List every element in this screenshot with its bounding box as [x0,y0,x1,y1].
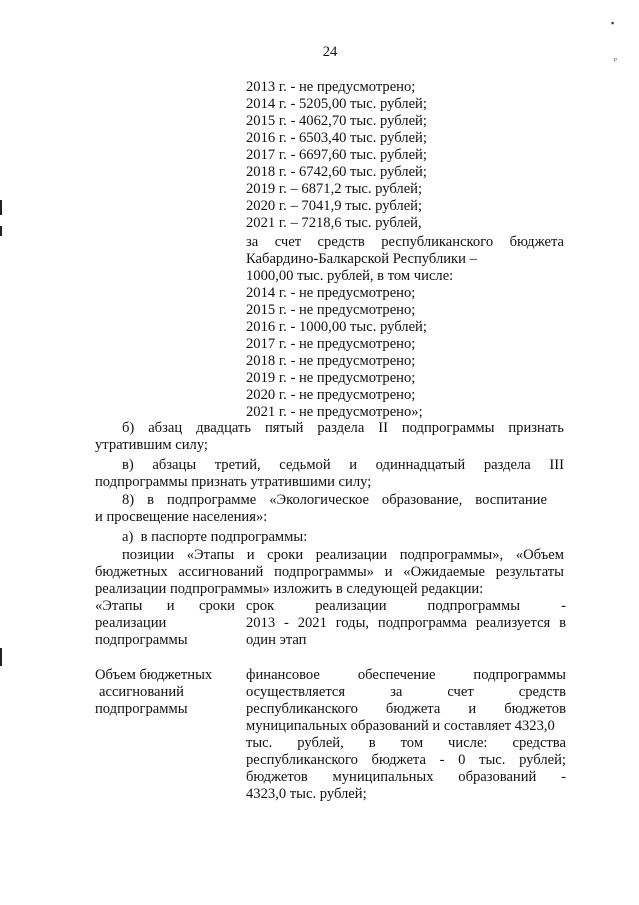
republic-year-line: 2016 г. - 1000,00 тыс. рублей; [246,319,427,335]
word: бюджета [385,701,441,717]
word: подпрограммы [427,598,521,614]
word: за [246,234,259,250]
word: подпрограммы», [399,547,504,563]
financing-year-line: 2017 г. - 6697,60 тыс. рублей; [246,147,427,163]
word: в [559,615,566,631]
republic-budget-line [246,234,564,251]
table-row1-value [246,615,566,632]
word: бюджета [509,234,564,250]
financing-year-line: 2020 г. – 7041,9 тыс. рублей; [246,198,423,214]
word: реализации [315,598,387,614]
table-row2-label: подпрограммы [95,701,188,717]
word: «Этапы [186,547,235,563]
table-row2-value-line [246,701,566,718]
word: в [368,735,376,751]
word: финансовое [246,667,320,683]
table-row2-value-line [246,786,367,803]
word: позиции [122,547,175,563]
word: седьмой [279,457,331,473]
word: III [549,457,564,473]
word: 2013 [246,615,276,631]
republic-year-line: 2014 г. - не предусмотрено; [246,285,416,301]
table-row2-value-line [246,769,566,786]
word: подпрограмма [377,615,468,631]
word: абзацы [152,457,197,473]
word: тыс. [479,752,506,768]
table-row2-label: Объем бюджетных [95,667,213,683]
page-number: 24 [322,44,338,60]
republic-budget-line: 1000,00 тыс. рублей, в том числе: [246,268,454,284]
republic-year-line: 2019 г. - не предусмотрено; [246,370,416,386]
table-row2-value-line [246,684,566,701]
word: - [561,598,566,614]
positions-line: реализации подпрограммы» изложить в следующей редакции: [95,581,484,597]
table-row1-label: подпрограммы [95,632,188,648]
item-v-line [122,457,564,474]
financing-year-line: 2019 г. – 6871,2 тыс. рублей; [246,181,423,197]
word: и [349,457,358,473]
scan-mark [0,226,2,236]
word: абзац [148,420,183,436]
table-row1-label [95,598,235,615]
republic-budget-line: Кабардино-Балкарской Республики – [246,251,477,267]
word: воспитание [475,492,547,508]
word: счет [274,234,302,250]
word: «Ожидаемые [403,564,485,580]
word: ассигнований [178,564,264,580]
word: «Объем [515,547,564,563]
scan-mark: ▪ [611,18,615,28]
word: подпрограммы [401,420,495,436]
word: республиканского [381,234,494,250]
word: двадцать [196,420,252,436]
word: «Экологическое [269,492,369,508]
word: б) [122,420,135,436]
word: и [468,701,477,717]
word: реализации [315,547,388,563]
word: II [378,420,388,436]
word: 2021 [297,615,327,631]
word: бюджетов [504,701,566,717]
item-b-line: утратившим силу; [95,437,208,453]
word: сроки [199,598,235,614]
word: рублей; [519,752,566,768]
word: «Этапы [95,598,143,614]
word: и [246,547,255,563]
item-v-line: подпрограммы признать утратившими силу; [95,474,372,490]
financing-year-line: 2021 г. – 7218,6 тыс. рублей, [246,215,422,231]
table-row2-label: ассигнований [99,684,184,700]
word: осуществляется [246,684,346,700]
word: том [400,735,424,751]
word: - [439,752,445,768]
word: реализуется [475,615,551,631]
table-row2-value-line [246,735,566,752]
word: бюджетных [95,564,168,580]
word: и [384,564,393,580]
word: республиканского [246,752,358,768]
word: 0 [458,752,466,768]
financing-year-line: 2018 г. - 6742,60 тыс. рублей; [246,164,427,180]
word: подпрограммы [473,667,566,683]
word: и [166,598,175,614]
word: раздела [483,457,531,473]
word: в) [122,457,134,473]
table-row2-value-line [246,718,566,735]
positions-line [95,564,564,581]
republic-year-line: 2021 г. - не предусмотрено»; [246,404,423,420]
financing-year-line: 2013 г. - не предусмотрено; [246,79,416,95]
word: подпрограмме [167,492,257,508]
republic-year-line: 2018 г. - не предусмотрено; [246,353,416,369]
word: раздела [317,420,365,436]
word: рублей, [297,735,344,751]
word: в [147,492,155,508]
financing-year-line: 2014 г. - 5205,00 тыс. рублей; [246,96,427,112]
word: тыс. [246,735,273,751]
word: годы, [335,615,370,631]
word: бюджетов [246,769,308,785]
word: средства [512,735,566,751]
table-row1-value [246,598,566,615]
word: муниципальных [332,769,434,785]
item-b-line [122,420,564,437]
word: 4323,0 тыс. рублей; [246,786,367,802]
scan-mark [0,200,2,215]
item-a-line: а) в паспорте подпрограммы: [122,529,308,545]
financing-year-line: 2015 г. - 4062,70 тыс. рублей; [246,113,427,129]
positions-line [122,547,564,564]
word: образований [458,769,537,785]
word: республиканского [246,701,358,717]
financing-year-line: 2016 г. - 6503,40 тыс. рублей; [246,130,427,146]
word: муниципальных образований и составляет 4323,0 [246,718,555,734]
word: третий, [214,457,261,473]
republic-year-line: 2017 г. - не предусмотрено; [246,336,416,352]
word: - [561,769,566,785]
word: средств [518,684,566,700]
word: подпрограммы» [274,564,374,580]
word: - [284,615,289,631]
item-8-line [122,492,547,509]
word: сроки [267,547,304,563]
republic-year-line: 2015 г. - не предусмотрено; [246,302,416,318]
word: средств [317,234,365,250]
table-row2-value-line [246,752,566,769]
word: счет [447,684,474,700]
word: бюджета [371,752,426,768]
word: обеспечение [357,667,436,683]
word: срок [246,598,275,614]
word: признать [508,420,564,436]
scan-mark: ᵖ [614,55,617,65]
scan-mark [0,648,2,666]
word: одиннадцатый [375,457,466,473]
table-row1-value: один этап [246,632,307,648]
word: 8) [122,492,135,508]
word: результаты [495,564,564,580]
word: за [390,684,403,700]
word: числе: [448,735,488,751]
word: пятый [264,420,304,436]
item-8-line: и просвещение населения»: [95,509,268,525]
table-row2-value-line [246,667,566,684]
republic-year-line: 2020 г. - не предусмотрено; [246,387,416,403]
table-row1-label: реализации [95,615,167,631]
word: образование, [381,492,463,508]
